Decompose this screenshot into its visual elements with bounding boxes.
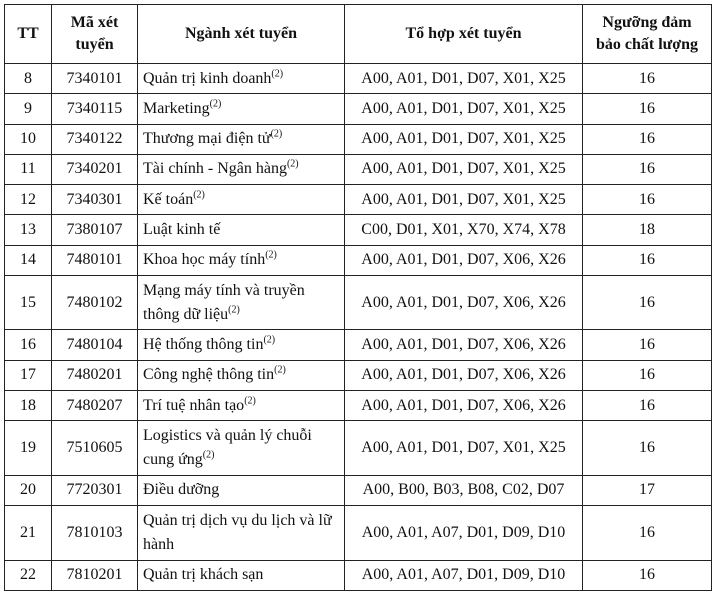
cell-code: 7720301 — [52, 475, 138, 505]
cell-tt: 18 — [5, 391, 52, 421]
cell-tt: 9 — [5, 94, 52, 124]
cell-threshold: 16 — [583, 124, 712, 154]
cell-tt: 11 — [5, 154, 52, 184]
cell-code: 7810103 — [52, 506, 138, 561]
cell-major — [138, 475, 345, 505]
cell-major — [138, 506, 345, 561]
cell-major — [138, 64, 345, 94]
cell-code: 7340101 — [52, 64, 138, 94]
header-tt: TT — [5, 5, 52, 64]
cell-major — [138, 94, 345, 124]
table-row — [5, 275, 712, 330]
cell-tt: 22 — [5, 560, 52, 590]
header-major: Ngành xét tuyển — [138, 5, 345, 64]
cell-tt: 20 — [5, 475, 52, 505]
major-name: Quản trị khách sạn — [143, 566, 264, 584]
major-name: Trí tuệ nhân tạo — [143, 396, 245, 414]
major-name: Công nghệ thông tin — [143, 366, 275, 384]
major-name: Khoa học máy tính — [143, 251, 266, 269]
cell-combo: A00, A01, D01, D07, X01, X25 — [345, 94, 583, 124]
table-row — [5, 185, 712, 215]
cell-combo: A00, A01, D01, D07, X06, X26 — [345, 360, 583, 390]
major-name: Quản trị dịch vụ du lịch và lữ hành — [143, 511, 332, 553]
major-name: Thương mại điện tử — [143, 130, 271, 148]
footnote-mark: (2) — [286, 159, 299, 171]
cell-code: 7480104 — [52, 330, 138, 360]
cell-major — [138, 154, 345, 184]
cell-threshold: 16 — [583, 506, 712, 561]
cell-combo: A00, A01, D01, D07, X01, X25 — [345, 64, 583, 94]
major-name: Kế toán — [143, 190, 194, 208]
footnote-mark: (2) — [263, 334, 276, 346]
table-row — [5, 154, 712, 184]
cell-code: 7340301 — [52, 185, 138, 215]
cell-tt: 21 — [5, 506, 52, 561]
cell-tt: 16 — [5, 330, 52, 360]
cell-code: 7480102 — [52, 275, 138, 330]
table-row — [5, 475, 712, 505]
cell-threshold: 17 — [583, 475, 712, 505]
cell-code: 7340115 — [52, 94, 138, 124]
cell-threshold: 16 — [583, 154, 712, 184]
cell-threshold: 16 — [583, 64, 712, 94]
cell-tt: 13 — [5, 215, 52, 245]
admission-table — [4, 4, 712, 591]
table-row — [5, 360, 712, 390]
table-row — [5, 64, 712, 94]
major-name: Tài chính - Ngân hàng — [143, 160, 287, 178]
table-row — [5, 245, 712, 275]
cell-combo: A00, A01, D01, D07, X06, X26 — [345, 275, 583, 330]
cell-major — [138, 560, 345, 590]
cell-threshold: 16 — [583, 185, 712, 215]
footnote-mark: (2) — [228, 304, 240, 316]
cell-major — [138, 245, 345, 275]
major-name: Luật kinh tế — [143, 221, 221, 239]
table-row — [5, 506, 712, 561]
major-name: Logistics và quản lý chuỗi cung ứng — [143, 427, 312, 469]
cell-combo: A00, A01, D01, D07, X01, X25 — [345, 185, 583, 215]
cell-major — [138, 391, 345, 421]
cell-combo: A00, A01, D01, D07, X01, X25 — [345, 154, 583, 184]
cell-tt: 8 — [5, 64, 52, 94]
cell-code: 7810201 — [52, 560, 138, 590]
cell-major — [138, 330, 345, 360]
cell-combo: A00, A01, D01, D07, X01, X25 — [345, 421, 583, 476]
table-row — [5, 215, 712, 245]
cell-code: 7480207 — [52, 391, 138, 421]
cell-code: 7480101 — [52, 245, 138, 275]
table-row — [5, 124, 712, 154]
cell-combo: A00, A01, A07, D01, D09, D10 — [345, 560, 583, 590]
header-code: Mã xét tuyển — [52, 5, 138, 64]
cell-tt: 15 — [5, 275, 52, 330]
cell-code: 7480201 — [52, 360, 138, 390]
cell-combo: A00, A01, D01, D07, X06, X26 — [345, 391, 583, 421]
table-row — [5, 391, 712, 421]
cell-code: 7340122 — [52, 124, 138, 154]
cell-combo: A00, A01, D01, D07, X01, X25 — [345, 124, 583, 154]
cell-threshold: 16 — [583, 391, 712, 421]
major-name: Hệ thống thông tin — [143, 336, 264, 354]
table-row — [5, 421, 712, 476]
header-row — [5, 5, 712, 64]
footnote-mark: (2) — [270, 128, 283, 140]
cell-threshold: 16 — [583, 421, 712, 476]
cell-threshold: 16 — [583, 94, 712, 124]
footnote-mark: (2) — [209, 98, 222, 110]
cell-combo: A00, A01, A07, D01, D09, D10 — [345, 506, 583, 561]
major-name: Điều dưỡng — [143, 481, 220, 499]
cell-combo: A00, B00, B03, B08, C02, D07 — [345, 475, 583, 505]
major-name: Quản trị kinh doanh — [143, 69, 272, 87]
cell-major — [138, 360, 345, 390]
cell-combo: A00, A01, D01, D07, X06, X26 — [345, 245, 583, 275]
cell-threshold: 18 — [583, 215, 712, 245]
cell-threshold: 16 — [583, 330, 712, 360]
cell-threshold: 16 — [583, 560, 712, 590]
cell-code: 7510605 — [52, 421, 138, 476]
cell-major — [138, 275, 345, 330]
header-threshold: Ngưỡng đảm bảo chất lượng — [583, 5, 712, 64]
footnote-mark: (2) — [271, 68, 284, 80]
footnote-mark: (2) — [265, 250, 277, 261]
cell-tt: 19 — [5, 421, 52, 476]
cell-combo: A00, A01, D01, D07, X06, X26 — [345, 330, 583, 360]
table-row — [5, 330, 712, 360]
footnote-mark: (2) — [193, 189, 205, 201]
cell-major — [138, 421, 345, 476]
footnote-mark: (2) — [244, 395, 256, 407]
cell-major — [138, 215, 345, 245]
footnote-mark: (2) — [202, 449, 215, 461]
major-name: Marketing — [143, 99, 210, 117]
cell-tt: 14 — [5, 245, 52, 275]
major-name: Mạng máy tính và truyền thông dữ liệu — [143, 281, 305, 323]
table-row — [5, 94, 712, 124]
cell-major — [138, 185, 345, 215]
cell-code: 7340201 — [52, 154, 138, 184]
header-combo: Tổ hợp xét tuyển — [345, 5, 583, 64]
table-row — [5, 560, 712, 590]
footnote-mark: (2) — [274, 365, 286, 377]
cell-major — [138, 124, 345, 154]
cell-threshold: 16 — [583, 245, 712, 275]
cell-tt: 10 — [5, 124, 52, 154]
cell-tt: 17 — [5, 360, 52, 390]
cell-tt: 12 — [5, 185, 52, 215]
cell-code: 7380107 — [52, 215, 138, 245]
cell-threshold: 16 — [583, 275, 712, 330]
cell-threshold: 16 — [583, 360, 712, 390]
cell-combo: C00, D01, X01, X70, X74, X78 — [345, 215, 583, 245]
